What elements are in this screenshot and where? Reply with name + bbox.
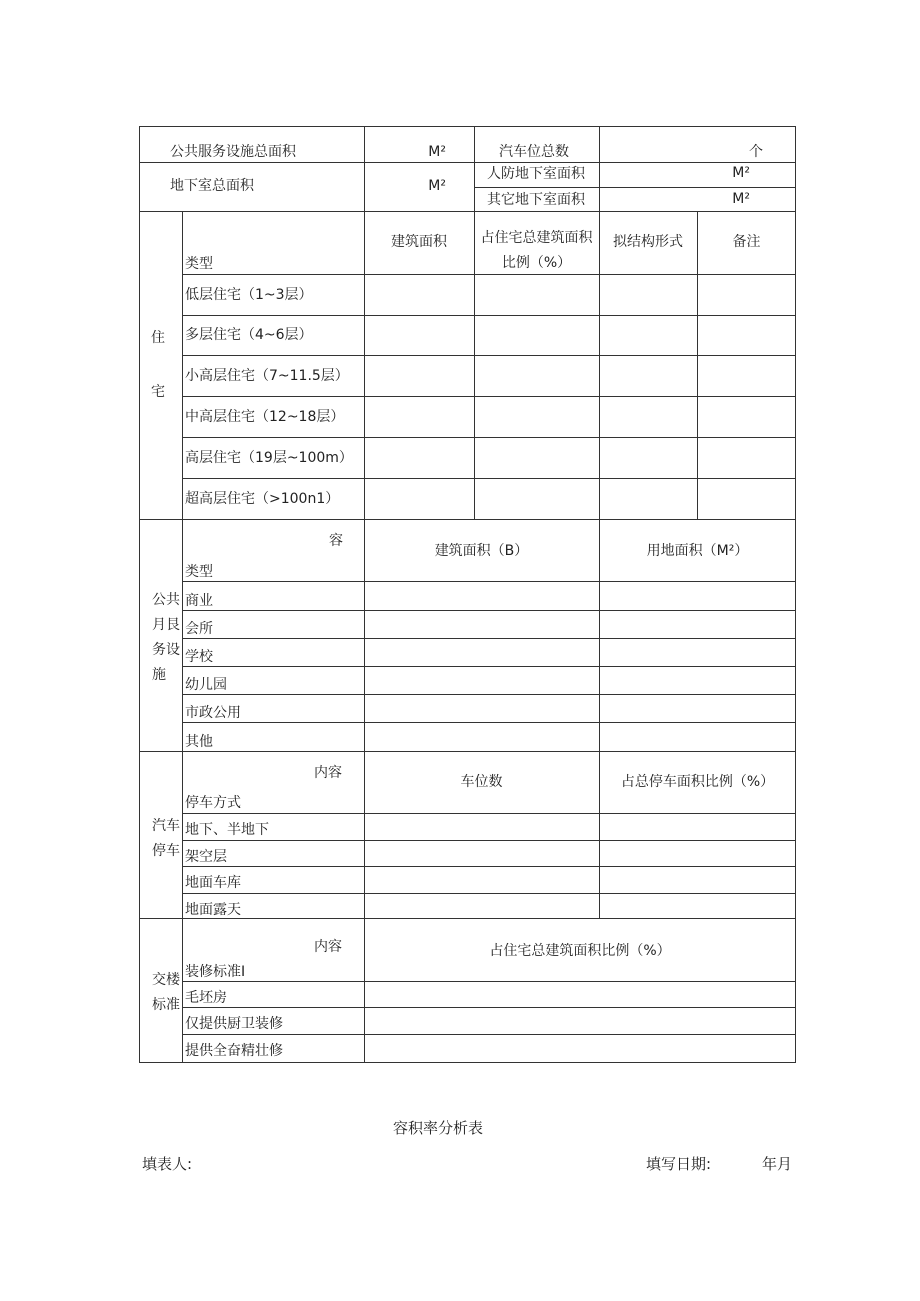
row-divider bbox=[139, 162, 796, 163]
row-divider bbox=[182, 638, 796, 639]
table-row: 地面车库 bbox=[185, 875, 241, 891]
row-divider bbox=[182, 722, 796, 723]
car-total-unit: 个 bbox=[749, 144, 763, 160]
table-row: 毛坯房 bbox=[185, 990, 227, 1006]
residential-header-ratio: 比例（%） bbox=[501, 255, 572, 271]
table-row: 低层住宅（1~3层） bbox=[185, 287, 313, 303]
parking-type-label: 停车方式 bbox=[185, 795, 241, 811]
row-divider bbox=[182, 893, 796, 894]
section-divider bbox=[139, 918, 796, 919]
table-row: 学校 bbox=[185, 649, 213, 665]
basement-area-unit: M² bbox=[428, 178, 446, 194]
table-row: 市政公用 bbox=[185, 705, 241, 721]
public-type-label: 类型 bbox=[185, 564, 213, 580]
public-section-label: 月艮 bbox=[152, 617, 180, 633]
table-row: 中高层住宅（12~18层） bbox=[185, 409, 345, 425]
civil-defense-basement-unit: M² bbox=[732, 165, 750, 181]
public-service-area-unit: M² bbox=[428, 144, 446, 160]
column-divider bbox=[364, 126, 365, 211]
residential-section-label: 住 bbox=[151, 330, 165, 346]
fill-date-suffix: 年月 bbox=[762, 1155, 793, 1173]
row-divider bbox=[182, 478, 796, 479]
row-divider bbox=[182, 274, 796, 275]
other-basement-unit: M² bbox=[732, 191, 750, 207]
column-divider bbox=[364, 211, 365, 1063]
delivery-type-label: 装修标准I bbox=[185, 964, 246, 980]
public-header-floor-area: 建筑面积（B） bbox=[434, 543, 529, 559]
row-divider bbox=[474, 187, 796, 188]
section-divider bbox=[139, 519, 796, 520]
table-row: 高层住宅（19层~100m） bbox=[185, 450, 353, 466]
row-divider bbox=[182, 610, 796, 611]
fill-date-label: 填写日期: bbox=[646, 1155, 712, 1173]
residential-header-floor-area: 建筑面积 bbox=[391, 234, 447, 250]
page-title: 容积率分析表 bbox=[393, 1119, 484, 1137]
table-row: 架空层 bbox=[185, 849, 227, 865]
public-section-label: 施 bbox=[152, 667, 166, 683]
table-row: 幼儿园 bbox=[185, 677, 227, 693]
public-corner-content: 容 bbox=[329, 533, 343, 549]
delivery-header-ratio: 占住宅总建筑面积比例（%） bbox=[489, 943, 671, 959]
row-divider bbox=[182, 315, 796, 316]
table-row: 地面露天 bbox=[185, 902, 241, 918]
row-divider bbox=[182, 396, 796, 397]
row-divider bbox=[182, 581, 796, 582]
parking-header-ratio: 占总停车面积比例（%） bbox=[620, 774, 775, 790]
other-basement-label: 其它地下室面积 bbox=[487, 192, 585, 208]
row-divider bbox=[182, 866, 796, 867]
delivery-section-label: 标准 bbox=[152, 997, 180, 1013]
row-divider bbox=[182, 840, 796, 841]
table-row: 多层住宅（4~6层） bbox=[185, 327, 313, 343]
public-section-label: 务设 bbox=[152, 642, 180, 658]
row-divider bbox=[182, 1034, 796, 1035]
row-divider bbox=[182, 813, 796, 814]
residential-header-ratio: 占住宅总建筑面积 bbox=[480, 230, 593, 246]
parking-header-spaces: 车位数 bbox=[460, 774, 503, 790]
column-divider bbox=[182, 211, 183, 1063]
row-divider bbox=[182, 694, 796, 695]
table-row: 提供全奋精壮修 bbox=[185, 1043, 283, 1059]
public-service-area-label: 公共服务设施总面积 bbox=[170, 144, 296, 160]
civil-defense-basement-label: 人防地下室面积 bbox=[487, 166, 585, 182]
table-row: 商业 bbox=[185, 593, 213, 609]
car-total-label: 汽车位总数 bbox=[499, 144, 569, 160]
row-divider bbox=[182, 981, 796, 982]
residential-header-remarks: 备注 bbox=[732, 234, 761, 250]
delivery-section-label: 交楼 bbox=[152, 972, 180, 988]
column-divider bbox=[474, 126, 475, 211]
residential-header-structure: 拟结构形式 bbox=[613, 234, 683, 250]
parking-section-label: 汽车 bbox=[152, 818, 180, 834]
row-divider bbox=[182, 666, 796, 667]
section-divider bbox=[139, 751, 796, 752]
row-divider bbox=[182, 437, 796, 438]
residential-section-label: 宅 bbox=[151, 384, 165, 400]
column-divider bbox=[599, 211, 600, 918]
column-divider bbox=[599, 126, 600, 211]
delivery-corner-content: 内容 bbox=[314, 939, 342, 955]
table-row: 其他 bbox=[185, 734, 213, 750]
filler-label: 填表人: bbox=[142, 1155, 193, 1173]
row-divider bbox=[182, 355, 796, 356]
residential-type-label: 类型 bbox=[185, 256, 213, 272]
table-row: 小高层住宅（7~11.5层） bbox=[185, 368, 349, 384]
table-row: 超高层住宅（>100n1） bbox=[185, 491, 340, 507]
parking-section-label: 停车 bbox=[152, 843, 180, 859]
public-header-land-area: 用地面积（M²） bbox=[646, 543, 749, 559]
table-row: 会所 bbox=[185, 621, 213, 637]
basement-area-label: 地下室总面积 bbox=[170, 178, 254, 194]
public-section-label: 公共 bbox=[152, 592, 180, 608]
table-row: 地下、半地下 bbox=[185, 822, 269, 838]
column-divider bbox=[697, 211, 698, 519]
parking-corner-content: 内容 bbox=[314, 765, 342, 781]
table-row: 仅提供厨卫装修 bbox=[185, 1016, 283, 1032]
row-divider bbox=[182, 1007, 796, 1008]
